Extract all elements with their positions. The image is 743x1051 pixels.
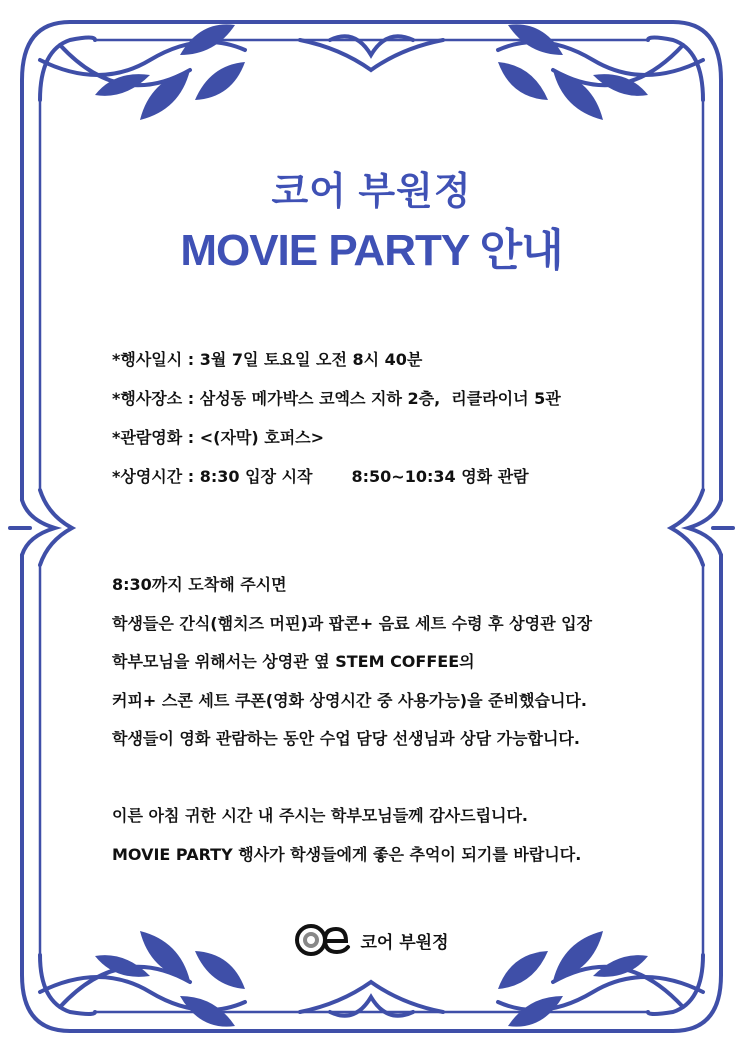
info-value: : <(자막) 호퍼스> (182, 428, 325, 447)
body-paragraph: 이른 아침 귀한 시간 내 주시는 학부모님들께 감사드립니다. (112, 806, 529, 825)
core-logo-icon (294, 923, 354, 957)
info-row-movie (112, 425, 561, 464)
body-paragraph: 8:30까지 도착해 주시면 (112, 575, 287, 594)
title-line2: MOVIE PARTY 안내 (180, 226, 563, 275)
body-paragraph: MOVIE PARTY 행사가 학생들에게 좋은 추억이 되기를 바랍니다. (112, 844, 582, 864)
event-info-list (112, 347, 561, 503)
info-label: *행사장소 (112, 389, 183, 408)
body-paragraph: 커피+ 스콘 세트 쿠폰(영화 상영시간 중 사용가능)을 준비했습니다. (112, 690, 587, 710)
info-value: : 3월 7일 토요일 오전 8시 40분 (182, 350, 423, 369)
announcement-body (112, 572, 592, 880)
logo-text: 코어 부원정 (360, 932, 449, 953)
paragraph-spacer (112, 765, 592, 804)
info-value: : 삼성동 메가박스 코엑스 지하 2층, 리클라이너 5관 (182, 389, 561, 408)
info-label: *관람영화 (112, 428, 183, 447)
info-row-date (112, 347, 561, 386)
info-label: *행사일시 (112, 350, 183, 369)
info-row-time (112, 464, 561, 503)
info-label: *상영시간 (112, 467, 183, 486)
body-paragraph: 학생들은 간식(햄치즈 머핀)과 팝콘+ 음료 세트 수령 후 상영관 입장 (112, 613, 593, 633)
info-value: : 8:30 입장 시작 8:50~10:34 영화 관람 (182, 467, 529, 486)
company-logo (0, 923, 743, 957)
title-line1: 코어 부원정 (271, 171, 472, 213)
body-paragraph: 학생들이 영화 관람하는 동안 수업 담당 선생님과 상담 가능합니다. (112, 729, 580, 748)
body-paragraph: 학부모님을 위해서는 상영관 옆 STEM COFFEE의 (112, 652, 475, 671)
info-row-place (112, 386, 561, 425)
